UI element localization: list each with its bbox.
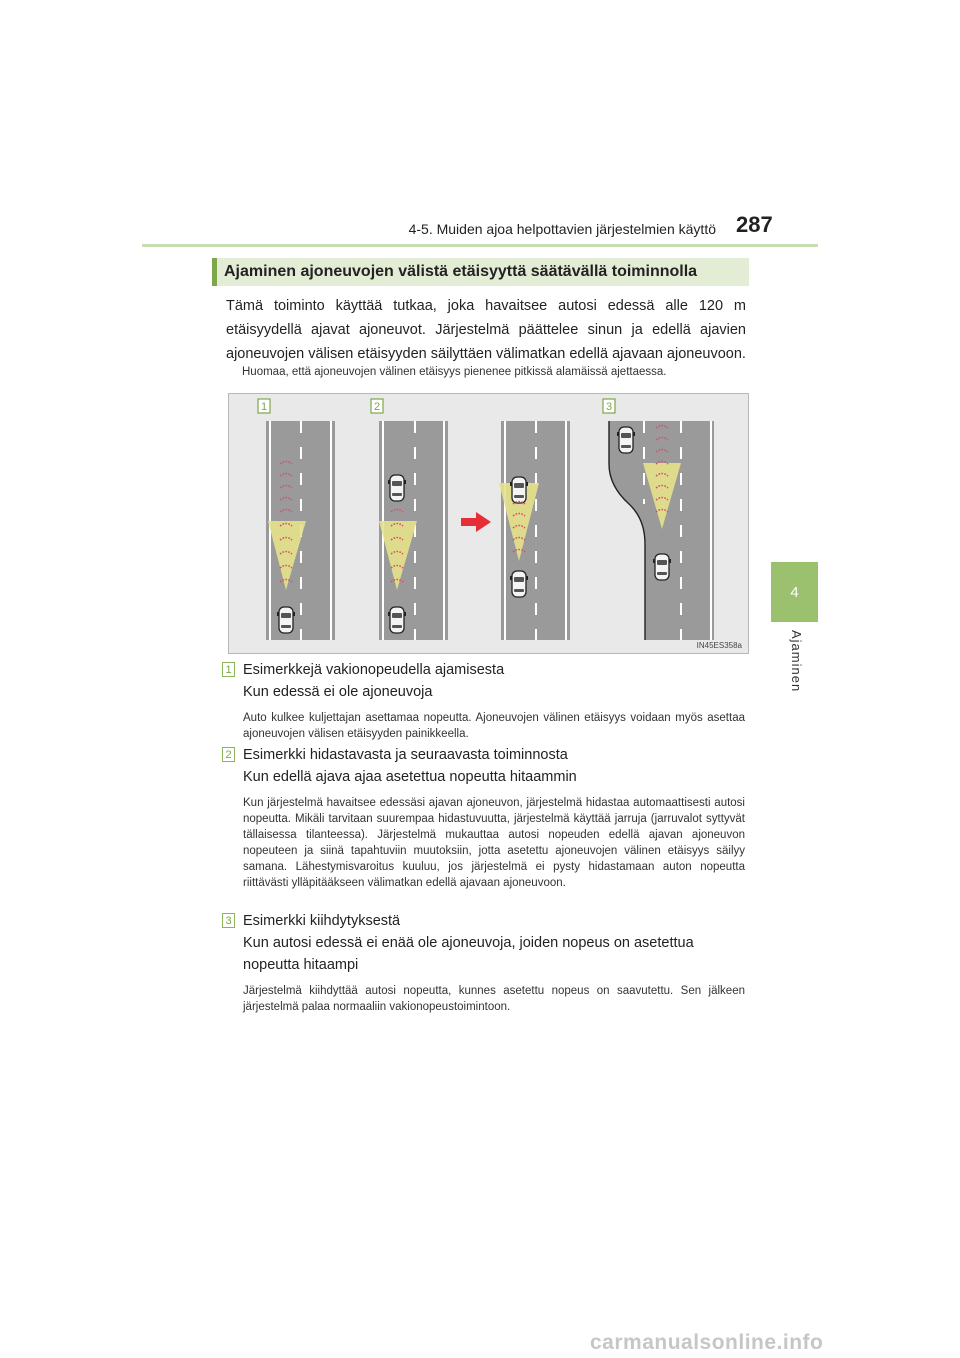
item-body-2: Kun järjestelmä havaitsee edessäsi ajavan ajoneuvon, järjestelmä hidastaa automaattisesti autosi nopeutta. Mikäli tarvitaan suurempaa hidastuvuutta, järjestelmä käyttää jarruja (jarruvalot syttyvät tällaisessa tilanteessa). Järjestelmä mukauttaa autosi nopeuden edellä ajavan ajoneuvon nopeuteen ja siinä tapahtuviin muutoksiin, jotta asetettu ajoneuvojen välinen etäisyys säilyy samana. Lähestymisvaroitus kuuluu, jos järjestelmä ei pysty hidastamaan auton nopeutta riittävästi ylläpitääkseen välimatkan edellä ajavaan ajoneuvoon. bbox=[243, 797, 745, 889]
svg-text:3: 3 bbox=[605, 401, 613, 413]
section-heading-text: Ajaminen ajoneuvojen välistä etäisyyttä säätävällä toiminnolla bbox=[224, 263, 698, 280]
item-number-2: 2 bbox=[222, 747, 235, 762]
radar-cruise-figure bbox=[228, 393, 749, 654]
header-divider bbox=[142, 244, 818, 247]
note-text: Huomaa, että ajoneuvojen välinen etäisyys pienenee pitkissä alamäissä ajettaessa. bbox=[242, 366, 667, 378]
watermark: carmanualsonline.info bbox=[590, 1331, 824, 1354]
chapter-title: 4-5. Muiden ajoa helpottavien järjestelmien käyttö bbox=[408, 221, 716, 237]
item-title-2: Esimerkki hidastavasta ja seuraavasta toiminnosta bbox=[243, 747, 568, 763]
intro-paragraph: Tämä toiminto käyttää tutkaa, joka havaitsee autosi edessä alle 120 m etäisyydellä ajavat ajoneuvot. Järjestelmä päättelee sinun ja edellä ajavien ajoneuvojen välisen etäisyyden säilyttäen välimatkan edellä ajavaan ajoneuvoon. bbox=[226, 298, 746, 362]
figure-label-3 bbox=[603, 399, 615, 413]
item-number-1: 1 bbox=[222, 662, 235, 677]
road-2 bbox=[379, 421, 448, 640]
item-title-1: Esimerkkejä vakionopeudella ajamisesta bbox=[243, 662, 505, 678]
figure-label-2 bbox=[371, 399, 383, 413]
svg-text:1: 1 bbox=[260, 401, 268, 413]
transition-arrow bbox=[461, 512, 491, 532]
item-body-3: Järjestelmä kiihdyttää autosi nopeutta, kunnes asetettu nopeus on saavutettu. Sen jälkeen järjestelmä palaa normaaliin vakionopeustoimintoon. bbox=[243, 985, 745, 1013]
item-subtitle-3: Kun autosi edessä ei enää ole ajoneuvoja, joiden nopeus on asetettua nopeutta hitaampi bbox=[243, 935, 694, 973]
svg-text:2: 2 bbox=[373, 401, 381, 413]
item-body-1: Auto kulkee kuljettajan asettamaa nopeutta. Ajoneuvojen välinen etäisyys voidaan myös asettaa ajoneuvojen välisen etäisyyden painikkeella. bbox=[243, 712, 745, 740]
figure-code: IN45ES358a bbox=[696, 641, 742, 650]
figure-illustration bbox=[229, 394, 750, 655]
item-number-3: 3 bbox=[222, 913, 235, 928]
section-heading bbox=[212, 258, 749, 286]
item-subtitle-1: Kun edessä ei ole ajoneuvoja bbox=[243, 684, 433, 700]
figure-label-1 bbox=[258, 399, 270, 413]
road-1 bbox=[266, 421, 335, 640]
page-number: 287 bbox=[736, 212, 773, 237]
road-3 bbox=[499, 421, 570, 640]
chapter-tab[interactable]: 4 bbox=[771, 562, 818, 622]
road-4 bbox=[609, 421, 714, 640]
item-title-3: Esimerkki kiihdytyksestä bbox=[243, 913, 401, 929]
chapter-tab-label: Ajaminen bbox=[789, 630, 804, 693]
item-subtitle-2: Kun edellä ajava ajaa asetettua nopeutta hitaammin bbox=[243, 769, 577, 785]
